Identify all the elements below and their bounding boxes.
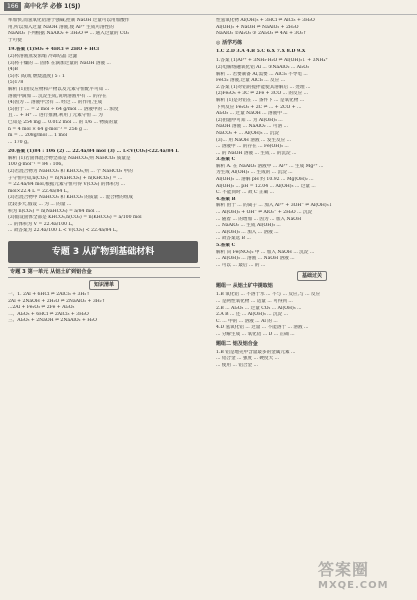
text-line: 100 g·mol⁻¹ = 84 : 106。 (8, 162, 66, 168)
text-line: (3)... 用 NaOH 溶液 ... 发生反应 ... (216, 137, 292, 143)
text-line: ... 铝合金 ... 强度 ... 硬度大 ... (216, 356, 280, 362)
text-line: Al(OH)₃ ... 溶解 pH 约 10.92 ... Mg(OH)₂ ... (216, 177, 314, 183)
text-line: 2.A B ... 还 ... Al(OH)₃ ... 沉淀 ... (216, 312, 289, 318)
text-line: 一、1. 2Al + 6HCl ⇌ 2AlCl₃ + 3H₂↑ (8, 292, 91, 297)
text-line: 5.答案 C (216, 243, 236, 248)
text-line: ... NaAlO₂ ... 生成 Al(OH)₃ ... (216, 223, 281, 229)
text-line: (3)将干燥的 ... 固体 在滴加过量的 NaOH 溶液 ... (8, 60, 111, 66)
text-line: ... Al(OH)₃ + OH⁻ ⇌ AlO₂⁻ + 2H₂O ... 沉淀 (216, 210, 313, 216)
text-line: 4.答案 B (216, 196, 236, 202)
page-number: 166 (4, 2, 21, 11)
text-line: 为生成 Al(OH)₃ ... 生成的 ... 沉淀 ... (216, 170, 293, 176)
text-line: (2)电解熔融氧化铝 Al ... ③NaAlO₂ ... Al₂O₃ (216, 64, 310, 70)
text-line: ... 故答案选 B ... (216, 236, 251, 242)
text-line: = 22.4a/84 mol,根据元素守恒可得 V(CO₂) 的体积为 ... (8, 182, 126, 188)
text-line: 比较多大,假设 ... 为 ... 的量 ... (8, 202, 72, 208)
answer-key-row: 1.C 2.D 3.A 4.B 5.C 6.X 7.X 8.D 9.X (216, 48, 306, 54)
right-column (216, 18, 408, 598)
text-line: 已知是 254 mg ... 0.012 mol ... 的 1/6 ... 物质的量 (8, 119, 118, 125)
text-line: 二、Al₂O₃ + 6HCl ⇌ 2AlCl₃ + 3H₂O (8, 311, 89, 317)
unit-title: 专题 3 第一单元 从铝土矿到铝合金 (8, 267, 200, 278)
text-line: 子守恒可知,n(CO₂) = n(NaHCO₃) + n(KHCO₃) = ... (8, 175, 123, 181)
text-line: m = ... 208g/mol ... 1 mol (8, 133, 68, 139)
text-line: n = 4 mol × 64 g·mol⁻¹ = 256 g ... (8, 126, 88, 132)
text-line: (3)假设固体全部是 KHCO₃,n(CO₂) = n(KHCO₃) = a/100 mol (8, 215, 142, 221)
text-line: 于可使 (8, 37, 22, 43)
text-line: NaAlO₂ 下列根据 NaAlO₂ + 3H₂O ⇌ ... 通入过量的 CO₂ (8, 31, 130, 37)
text-line: ...2Al + Fe₂O₃ ⇌ 2Fe + Al₂O₃ (8, 305, 75, 311)
text-line: 1.B 氧化铝 ... 不溶于水 ... 不与 ... 反应,与 ... 反应 (216, 292, 321, 298)
text-line: NaAlO₂ ②Al₂O₃ ③ 2Al₂O₃ ⇌ 4Al + 3O₂↑ (216, 31, 307, 37)
text-line: 1.答案 (1)Al³⁺ + 3NH₃·H₂O ⇌ Al(OH)₃↓ + 3NH₄⁺ (216, 58, 328, 64)
text-line: 解析 向 Fe(NO₃)₂ 中 ... 加入 NaOH ... 沉淀 ... (216, 249, 315, 255)
header-title: 高中化学 必修 1(SJ) (24, 3, 81, 10)
section-knowledge-list (8, 280, 200, 290)
text-line: ... Al(OH)₃ ... 溶液 ... NaOH 溶液 ... (216, 256, 295, 262)
text-line: mol×22.4 L = 22.4a/84 L。 (8, 188, 72, 194)
answer-20: 20.答案 (1)84 : 106 (2) ... 22.4a/84 mol (3) ... L<V(CO₂)<22.4a/84 L (8, 149, 179, 155)
text-line: Al(OH)₃ + NaOH ⇌ NaAlO₂ + 2H₂O (216, 24, 299, 30)
page-header (0, 0, 417, 15)
text-line: 用,所以加入过量 NaOH 溶液,使 Al³⁺ 生成可溶性的 (8, 24, 114, 30)
text-line: 2.B ... Al₂O₃ ... 过量 CO₂ ... Al(OH)₃ ... (216, 305, 302, 311)
text-line: 性氢氧化物 Al(OH)₃ + 3HCl ⇌ AlCl₃ + 3H₂O (216, 18, 315, 23)
text-line: 解析 (1)由反应物和产物以及元素守恒配平可知 ... (8, 86, 110, 92)
text-line: ... Al(OH)₃ ... 加入 ... 溶液 ... (216, 229, 279, 235)
subsection-extract-al: 题组一 从铝土矿中提取铝 (216, 283, 273, 290)
answer-19: 19.答案 (1)SO₂ + 4HCl ⇌ 2HO + HCl (8, 47, 100, 53)
text-line: 解析 ... 若要制备 Al,需要 ... AlCl₃ 不导电 ... (216, 71, 308, 77)
text-line: 积为 n(CO₂) = n(NaHCO₃) = a/84 mol ... (8, 208, 101, 214)
left-text-block (8, 18, 200, 235)
text-line: (2)若混合物为 NaHCO₃ 和 KHCO₃,则 ... 个 NaHCO₃ 中的 (8, 169, 133, 175)
text-line: ... 分解生成 ... 氧化铝 ... D ... 正确 ... (216, 331, 295, 337)
text-line: ... 可以 ... 最后 ... 的 ... (216, 262, 266, 268)
text-line: (5)水 高(或 燃烧温度) 5 : 1 (8, 73, 65, 79)
text-line: NaCO₃ + ... Al(OH)₃ ... 沉淀 (216, 130, 279, 136)
text-line: ... 的 NaOH 溶液 ... 生成 ... 的沉淀 ... (216, 150, 297, 156)
section-label: 基础过关 (297, 271, 327, 281)
text-line: NaOH 溶液 ... NaAlO₂ ... 可溶 ... (216, 124, 288, 130)
text-line: ... 随着 ... 的增加 ... 因为 ... 加入 NaOH (216, 216, 302, 222)
text-line: C. ... 中的 ... 溶液 ... Al 的 ... (216, 318, 278, 324)
text-line: (3)若混合物中 NaHCO₃ 和 KHCO₃ 的质量 ... 混合物的组成 (8, 195, 134, 201)
text-line: Al₂O₃ ... 过量 NaOH ... 溶液中 ... (216, 111, 288, 117)
text-line: ... 是两性氧化物 ... 适量 ... 可得到 ... (216, 298, 293, 304)
section-practice: ◎ 活学巧练 (216, 39, 243, 46)
subsection-al-alloy: 题组二 铝及铝合金 (216, 340, 258, 347)
text-line: 三、Al₂O₃ + 2NaOH ⇌ 2NaAlO₂ + H₂O (8, 318, 97, 324)
left-column (8, 18, 200, 598)
text-line: 2Al + 2NaOH + 2H₂O ⇌ 2NaAlO₂ + 3H₂↑ (8, 298, 106, 304)
text-line: C. 不能同时 ... 故 C 正确 ... (216, 190, 275, 196)
topic-banner: 专题 3 从矿物到基础材料 (8, 241, 198, 263)
text-line: FeCl₂ 溶液,过量 AlCl₃ ... 反应 ... (216, 78, 286, 84)
watermark-sub: MXQE.COM (318, 580, 389, 591)
text-line: (2)Fe₂O₃ + 3C ⇌ 2Fe + 3CO ... 的反应 ... (216, 91, 309, 97)
text-line: 解析 (1)若固体混合物全部是 NaHCO₃,则 NaHCO₃ 质量是 (8, 155, 131, 161)
text-line: (2)由题中可知 ... 为 Al(OH)₃ ... (216, 117, 283, 123)
text-line: (5)由于 ... = 2 mol ÷ 64 g/mol ... 溶液中的 ... 浓度 (8, 106, 119, 112)
text-line: 下列反应 Fe₂O₃ + 2C ⇌ ... + 2CO + ... (216, 104, 302, 110)
text-line: 且 ... + H⁺ ... 进行推测,利用了元素守恒 ... 为 (8, 113, 103, 119)
text-line: ... 溶液中 ... 的存在 ... Fe(OH)₃ ... (216, 144, 289, 150)
text-line: 解析 由于 ... 的离子 ... 加入 Al³⁺ + 3OH⁻ ⇌ Al(OH)₃↓ (216, 203, 333, 209)
text-line: 1.B 铝是地壳中含量最多的金属元素 ... (216, 349, 296, 355)
text-line: (5)178 (8, 80, 24, 86)
text-line: 溶液中滴加 ... 沉淀生成,说明溶液中有 ... 的存在 (8, 93, 107, 99)
watermark-main: 答案圈 (318, 560, 370, 579)
section-basic (216, 271, 408, 281)
text-line: 率加快,而氢氧化铝溶于强碱,控制 NaOH 过量可以用加酸作 (8, 18, 130, 23)
text-line: 解析 A. 在 NaAlO₂ 溶液中 ... Al³⁺ ... 生成 Mg²⁺ ... (216, 163, 324, 169)
text-line: (2)将溶液蒸发浓缩 冷却结晶 过滤 (8, 53, 78, 59)
section-label: 知识清单 (89, 280, 119, 290)
text-line: Al(OH)₃ ... pH = 12.04 ... Al(OH)₃ ... 过量 ... (216, 183, 316, 189)
text-line: (4)因为 ... 溶液中含有 ... 经过 ... 的作用,生成 (8, 100, 103, 106)
text-line: 4.D 氢氧化铝 ... 过量 ... 不能溶于 ... 溶液 ... (216, 325, 309, 331)
text-line: ... 的体积为 V = 22.4a/100 L。 (8, 221, 77, 227)
text-line: (4)B (8, 67, 18, 73)
text-line: 解析 (1)是对铝在 ... 条件下 ... 是氧化物 ... (216, 97, 305, 103)
watermark-logo (318, 560, 414, 598)
text-line: ... 170 g。 (8, 139, 32, 145)
text-line: 2.答案 (1)对铝的搅拌能使其溶解后 ... 处理 ... (216, 84, 311, 90)
text-line: ... 使用 ... 铝合金 ... (216, 362, 258, 368)
text-line: ... 故答案为 22.4a/100 L < V(CO₂) < 22.4a/84 L。 (8, 228, 121, 234)
text-line: 3.答案 C (216, 157, 236, 163)
